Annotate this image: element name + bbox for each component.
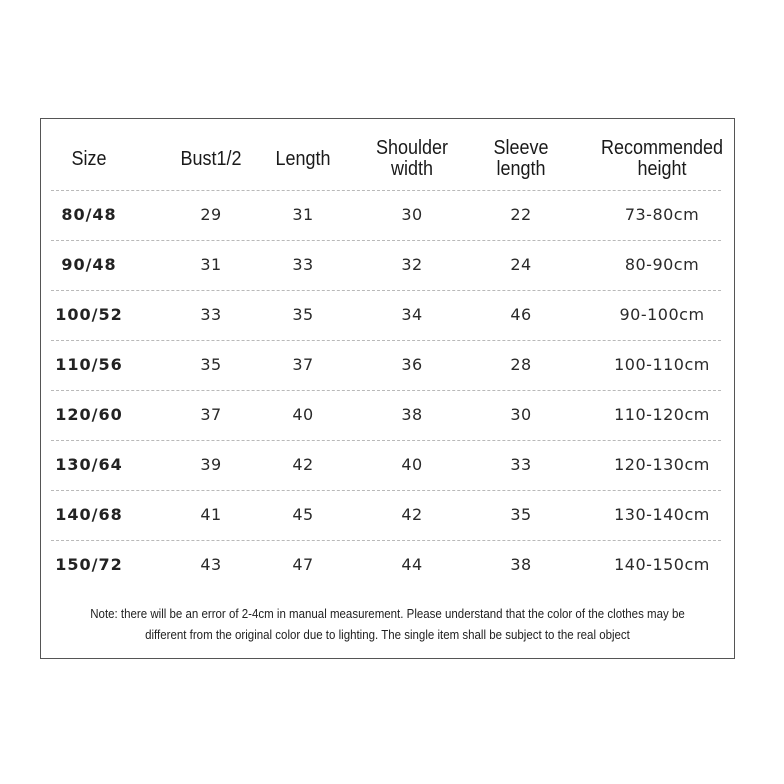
cell-shoulder-width: 44 [401, 555, 423, 574]
cell-sleeve-length: 46 [510, 305, 532, 324]
header-size [49, 128, 130, 190]
cell-sleeve-length: 30 [510, 405, 532, 424]
cell-shoulder-width: 38 [401, 405, 423, 424]
cell-recommended-height: 110-120cm [614, 405, 710, 424]
header-sleeve-length-line: Sleeve [493, 137, 549, 159]
cell-size: 110/56 [55, 355, 123, 374]
note-line-1: Note: there will be an error of 2-4cm in manual measurement. Please understand that the color of the clothes may be [90, 607, 685, 621]
cell-length: 37 [292, 355, 314, 374]
cell-length: 45 [292, 505, 314, 524]
header-recommended-height-line: Recommended [600, 137, 724, 159]
cell-length: 31 [292, 205, 314, 224]
header-recommended-height [595, 128, 730, 190]
header-length-line: Length [275, 147, 331, 170]
cell-size: 130/64 [55, 455, 123, 474]
table-row [51, 240, 721, 290]
cell-shoulder-width: 36 [401, 355, 423, 374]
cell-length: 33 [292, 255, 314, 274]
cell-sleeve-length: 33 [510, 455, 532, 474]
header-shoulder-width [363, 128, 462, 190]
cell-length: 47 [292, 555, 314, 574]
table-row [51, 440, 721, 490]
cell-shoulder-width: 30 [401, 205, 423, 224]
table-row [51, 290, 721, 340]
cell-recommended-height: 80-90cm [624, 255, 700, 274]
table-row [51, 490, 721, 540]
cell-shoulder-width: 32 [401, 255, 423, 274]
cell-recommended-height: 100-110cm [614, 355, 710, 374]
cell-size: 80/48 [61, 205, 117, 224]
header-size-line: Size [71, 147, 107, 170]
cell-sleeve-length: 35 [510, 505, 532, 524]
cell-recommended-height: 90-100cm [619, 305, 705, 324]
header-sleeve-length-line: length [496, 158, 546, 180]
cell-recommended-height: 130-140cm [614, 505, 710, 524]
cell-bust: 29 [200, 205, 222, 224]
header-bust [166, 128, 256, 190]
table-row [51, 340, 721, 390]
cell-shoulder-width: 40 [401, 455, 423, 474]
cell-bust: 39 [200, 455, 222, 474]
cell-bust: 43 [200, 555, 222, 574]
measurement-note [86, 604, 689, 646]
cell-bust: 35 [200, 355, 222, 374]
header-bust-line: Bust1/2 [180, 147, 242, 170]
cell-length: 42 [292, 455, 314, 474]
cell-length: 35 [292, 305, 314, 324]
table-row [51, 190, 721, 240]
size-chart-header [51, 128, 724, 190]
cell-bust: 41 [200, 505, 222, 524]
cell-size: 100/52 [55, 305, 123, 324]
cell-bust: 33 [200, 305, 222, 324]
cell-sleeve-length: 24 [510, 255, 532, 274]
cell-bust: 31 [200, 255, 222, 274]
cell-size: 120/60 [55, 405, 123, 424]
cell-size: 140/68 [55, 505, 123, 524]
cell-bust: 37 [200, 405, 222, 424]
cell-recommended-height: 73-80cm [624, 205, 700, 224]
header-length [258, 128, 348, 190]
header-shoulder-width-line: Shoulder [375, 137, 449, 159]
cell-length: 40 [292, 405, 314, 424]
cell-recommended-height: 120-130cm [614, 455, 710, 474]
header-shoulder-width-line: width [390, 158, 434, 180]
header-sleeve-length [476, 128, 566, 190]
cell-size: 150/72 [55, 555, 123, 574]
cell-recommended-height: 140-150cm [614, 555, 710, 574]
table-row [51, 390, 721, 440]
header-recommended-height-line: height [637, 158, 687, 180]
cell-shoulder-width: 34 [401, 305, 423, 324]
cell-sleeve-length: 22 [510, 205, 532, 224]
note-line-2: different from the original color due to lighting. The single item shall be subject to the real object [145, 628, 630, 642]
cell-sleeve-length: 38 [510, 555, 532, 574]
table-row [51, 540, 721, 590]
cell-sleeve-length: 28 [510, 355, 532, 374]
cell-size: 90/48 [61, 255, 117, 274]
cell-shoulder-width: 42 [401, 505, 423, 524]
